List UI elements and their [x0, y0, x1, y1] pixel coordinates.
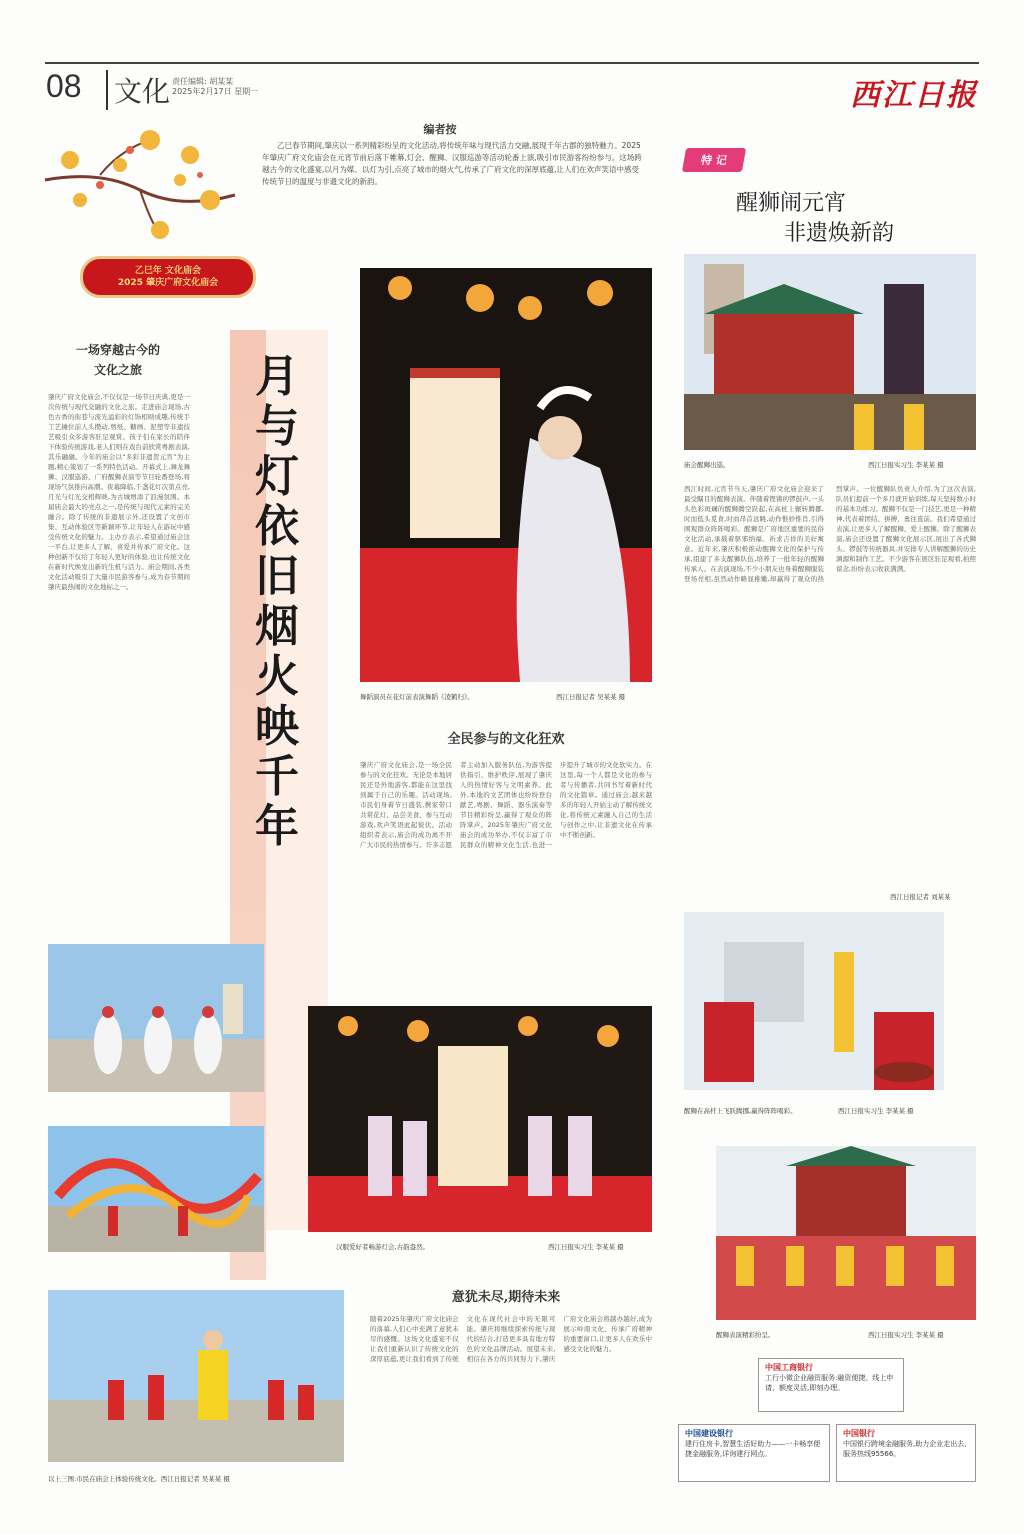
right-article-credit: 西江日报记者 刘某某: [890, 893, 951, 901]
lion-tower-credit: 西江日报实习生 李某某 摄: [868, 461, 944, 469]
temple-fair-badge: [80, 256, 256, 298]
right-headline-line2: 非遗焕新韵: [784, 220, 895, 245]
photo-lion-tower: [684, 254, 976, 450]
ccb-title: 中国建设银行: [685, 1429, 733, 1438]
main-headline: 月与灯依旧 烟火映千年: [255, 351, 299, 852]
middle-article1-body: 肇庆广府文化庙会,是一场全民参与的文化狂欢。无论是本地居民还是外地游客,都能在这里找到属于自己的乐趣。活动现场,市民们身着节日盛装,携家带口共赏花灯、品尝美食、参与互动游戏,欢声笑语此起彼伏。活动组织者表示,庙会的成功离不开广大市民的热情参与。许多志愿者主动加入服务队伍,为游客提供指引、维护秩序,展现了肇庆人的热情好客与文明素养。此外,本地的文艺团体也纷纷登台献艺,粤剧、舞蹈、器乐演奏等节目精彩纷呈,赢得了观众的阵阵掌声。2025年肇庆广府文化庙会的成功举办,不仅丰富了市民群众的精神文化生活,也进一步提升了城市的文化软实力。在这里,每一个人都是文化的参与者与传播者,共同书写着新时代的文化篇章。通过庙会,越来越多的年轻人开始主动了解传统文化,将传统元素融入自己的生活与创作之中,让非遗文化在传承中不断创新。: [360, 761, 652, 849]
drummers-credit: 西江日报实习生 李某某 摄: [838, 1107, 914, 1115]
lion-troupe-caption: 醒狮表演精彩纷呈。: [716, 1331, 775, 1339]
badge-line1: 乙巳年 文化庙会: [134, 266, 202, 276]
photo-drummers-lion: [684, 912, 944, 1090]
ad-icbc[interactable]: [758, 1358, 904, 1412]
ad-boc[interactable]: [836, 1424, 976, 1482]
right-article-body: 西江时间,元宵节当天,肇庆广府文化庙会迎来了最受瞩目的醒狮表演。伴随着铿锵的锣鼓声,一头头色彩斑斓的醒狮腾空跃起,在高桩上辗转腾挪,时而低头觅食,时而昂首远眺,动作惟妙惟肖,引得围观群众阵阵喝彩。醒狮是广府地区重要的民俗文化活动,承载着驱邪纳福、祈求吉祥的美好寓意。近年来,肇庆积极推动醒狮文化的保护与传承,组建了多支醒狮队伍,培养了一批年轻的醒狮传承人。在表演现场,不少小朋友也身着醒狮服装登场亮相,虽然动作略显稚嫩,却赢得了观众的热烈掌声。一位醒狮队负责人介绍,为了这次表演,队员们提前一个多月就开始训练,每天坚持数小时的基本功练习。醒狮不仅是一门技艺,更是一种精神,代表着团结、拼搏、勇往直前。我们希望通过表演,让更多人了解醒狮、爱上醒狮。除了醒狮表演,庙会还设置了醒狮文化展示区,展出了各式狮头、锣鼓等传统器具,并安排专人讲解醒狮的历史渊源和制作工艺。不少游客在展区驻足观看,拍照留念,纷纷表示收获满满。: [684, 485, 976, 583]
left-subtitle-line1: 一场穿越古今的: [75, 343, 160, 357]
drummers-caption: 醒狮在高杆上飞跃腾挪,赢得阵阵喝彩。: [684, 1107, 797, 1115]
right-headline-line1: 醒狮闹元宵: [736, 190, 847, 215]
left-photos-caption: 以上三图:市民在庙会上体验传统文化。西江日报记者 吴某某 摄: [48, 1475, 230, 1483]
editor-note-body: 乙巳春节期间,肇庆以一系列精彩纷呈的文化活动,将传统年味与现代活力交融,展现千年古郡的独特魅力。2025年肇庆广府文化庙会在元宵节前后落下帷幕,灯会、醒狮、汉服巡游等活动轮番上演,吸引市民游客纷纷参与。这场跨越古今的文化盛宴,以月为媒、以灯为引,点亮了城市的烟火气,传承了广府文化的深厚底蕴,让人们在欢声笑语中感受传统节日的温度与非遗文化的新韵。: [262, 141, 642, 186]
badge-line2: 2025 肇庆广府文化庙会: [117, 278, 219, 288]
date-line: 2025年2月17日 星期一: [172, 87, 259, 96]
middle-subtitle-2: 意犹未尽,期待未来: [451, 1290, 561, 1305]
photo-ribbon-dance: [48, 1126, 264, 1252]
ccb-text: 建行住房卡,智慧生活好助力——一卡畅享便捷金融服务,详询建行网点。: [685, 1440, 821, 1458]
photo-dance-parade: [48, 944, 264, 1092]
editor-note-title: 编者按: [423, 123, 457, 136]
middle-article2-body: 随着2025年肇庆广府文化庙会的落幕,人们心中充满了意犹未尽的感慨。这场文化盛宴不仅让我们重新认识了传统文化的深厚底蕴,更让我们看到了传统文化在现代社会中的无限可能。肇庆将继续探索传统与现代的结合,打造更多具有地方特色的文化品牌活动。展望未来,相信在各方的共同努力下,肇庆广府文化庙会将越办越好,成为展示岭南文化、传承广府精神的重要窗口,让更多人在欢乐中感受文化的魅力。: [370, 1315, 652, 1363]
section-name: 文化: [106, 70, 170, 110]
hanfu-photo-caption: 汉服爱好者畅游灯会,古韵盎然。: [336, 1243, 430, 1251]
page-number: 08: [46, 68, 82, 104]
left-subtitle-line2: 文化之旅: [93, 363, 142, 377]
ad-ccb[interactable]: [678, 1424, 830, 1482]
photo-kungfu-kids: [48, 1290, 344, 1462]
feature-tag: 特 记: [682, 148, 746, 172]
left-article-subtitle: [48, 340, 188, 380]
photo-lantern-dancer: [360, 268, 652, 682]
boc-title: 中国银行: [843, 1429, 875, 1438]
editor-line: 责任编辑: 胡某某: [172, 77, 234, 86]
header-rule: [45, 62, 979, 64]
page-meta: [172, 77, 258, 97]
left-article-body: 肇庆广府文化庙会,不仅仅是一场节日庆典,更是一次传统与现代交融的文化之旅。走进庙会现场,古色古香的街巷与流光溢彩的灯饰相映成趣,传统手工艺摊位前人头攒动,剪纸、糖画、泥塑等非遗技艺吸引众多游客驻足观赏。孩子们在家长的陪伴下体验传统游戏,老人们则在戏台前欣赏粤剧表演,其乐融融。今年的庙会以“多彩非遗贺元宵”为主题,精心策划了一系列特色活动。开幕式上,舞龙舞狮、汉服巡游、广府醒狮表演等节目轮番登场,将现场气氛推向高潮。夜幕降临,千盏花灯次第点亮,月光与灯光交相辉映,为古城增添了浪漫氛围。本届庙会最大的亮点之一,是传统与现代元素的完美融合。除了传统的非遗展示外,还设置了文创市集、互动体验区等新颖环节,让年轻人在游玩中感受传统文化的魅力。主办方表示,希望通过庙会这一平台,让更多人了解、喜爱并传承广府文化。这种创新不仅给了年轻人更好的体验,也让传统文化在新时代焕发出新的生机与活力。庙会期间,各类文化活动吸引了大量市民游客参与,成为春节期间肇庆最热闹的文化地标之一。: [48, 393, 190, 591]
icbc-title: 中国工商银行: [765, 1363, 813, 1372]
lantern-photo-caption: 舞蹈演员在花灯前表演舞蹈《凌鹤归》。: [360, 693, 474, 701]
lion-troupe-credit: 西江日报实习生 李某某 摄: [868, 1331, 944, 1339]
photo-hanfu-lanterns: [308, 1006, 652, 1232]
boc-text: 中国银行跨境金融服务,助力企业走出去,服务热线95566。: [843, 1440, 967, 1458]
lion-tower-caption: 庙会醒狮出巡。: [684, 461, 730, 469]
plum-blossom-illustration: [40, 120, 240, 250]
icbc-text: 工行小微企业融资服务:融资便捷、线上申请、额度灵活,即刻办理。: [765, 1374, 894, 1392]
photo-lion-troupe: [716, 1146, 976, 1320]
newspaper-brand: 西江日报: [850, 78, 978, 113]
hanfu-photo-credit: 西江日报实习生 李某某 摄: [548, 1243, 624, 1251]
lantern-photo-credit: 西江日报记者 吴某某 摄: [556, 693, 626, 701]
middle-subtitle-1: 全民参与的文化狂欢: [447, 732, 565, 747]
